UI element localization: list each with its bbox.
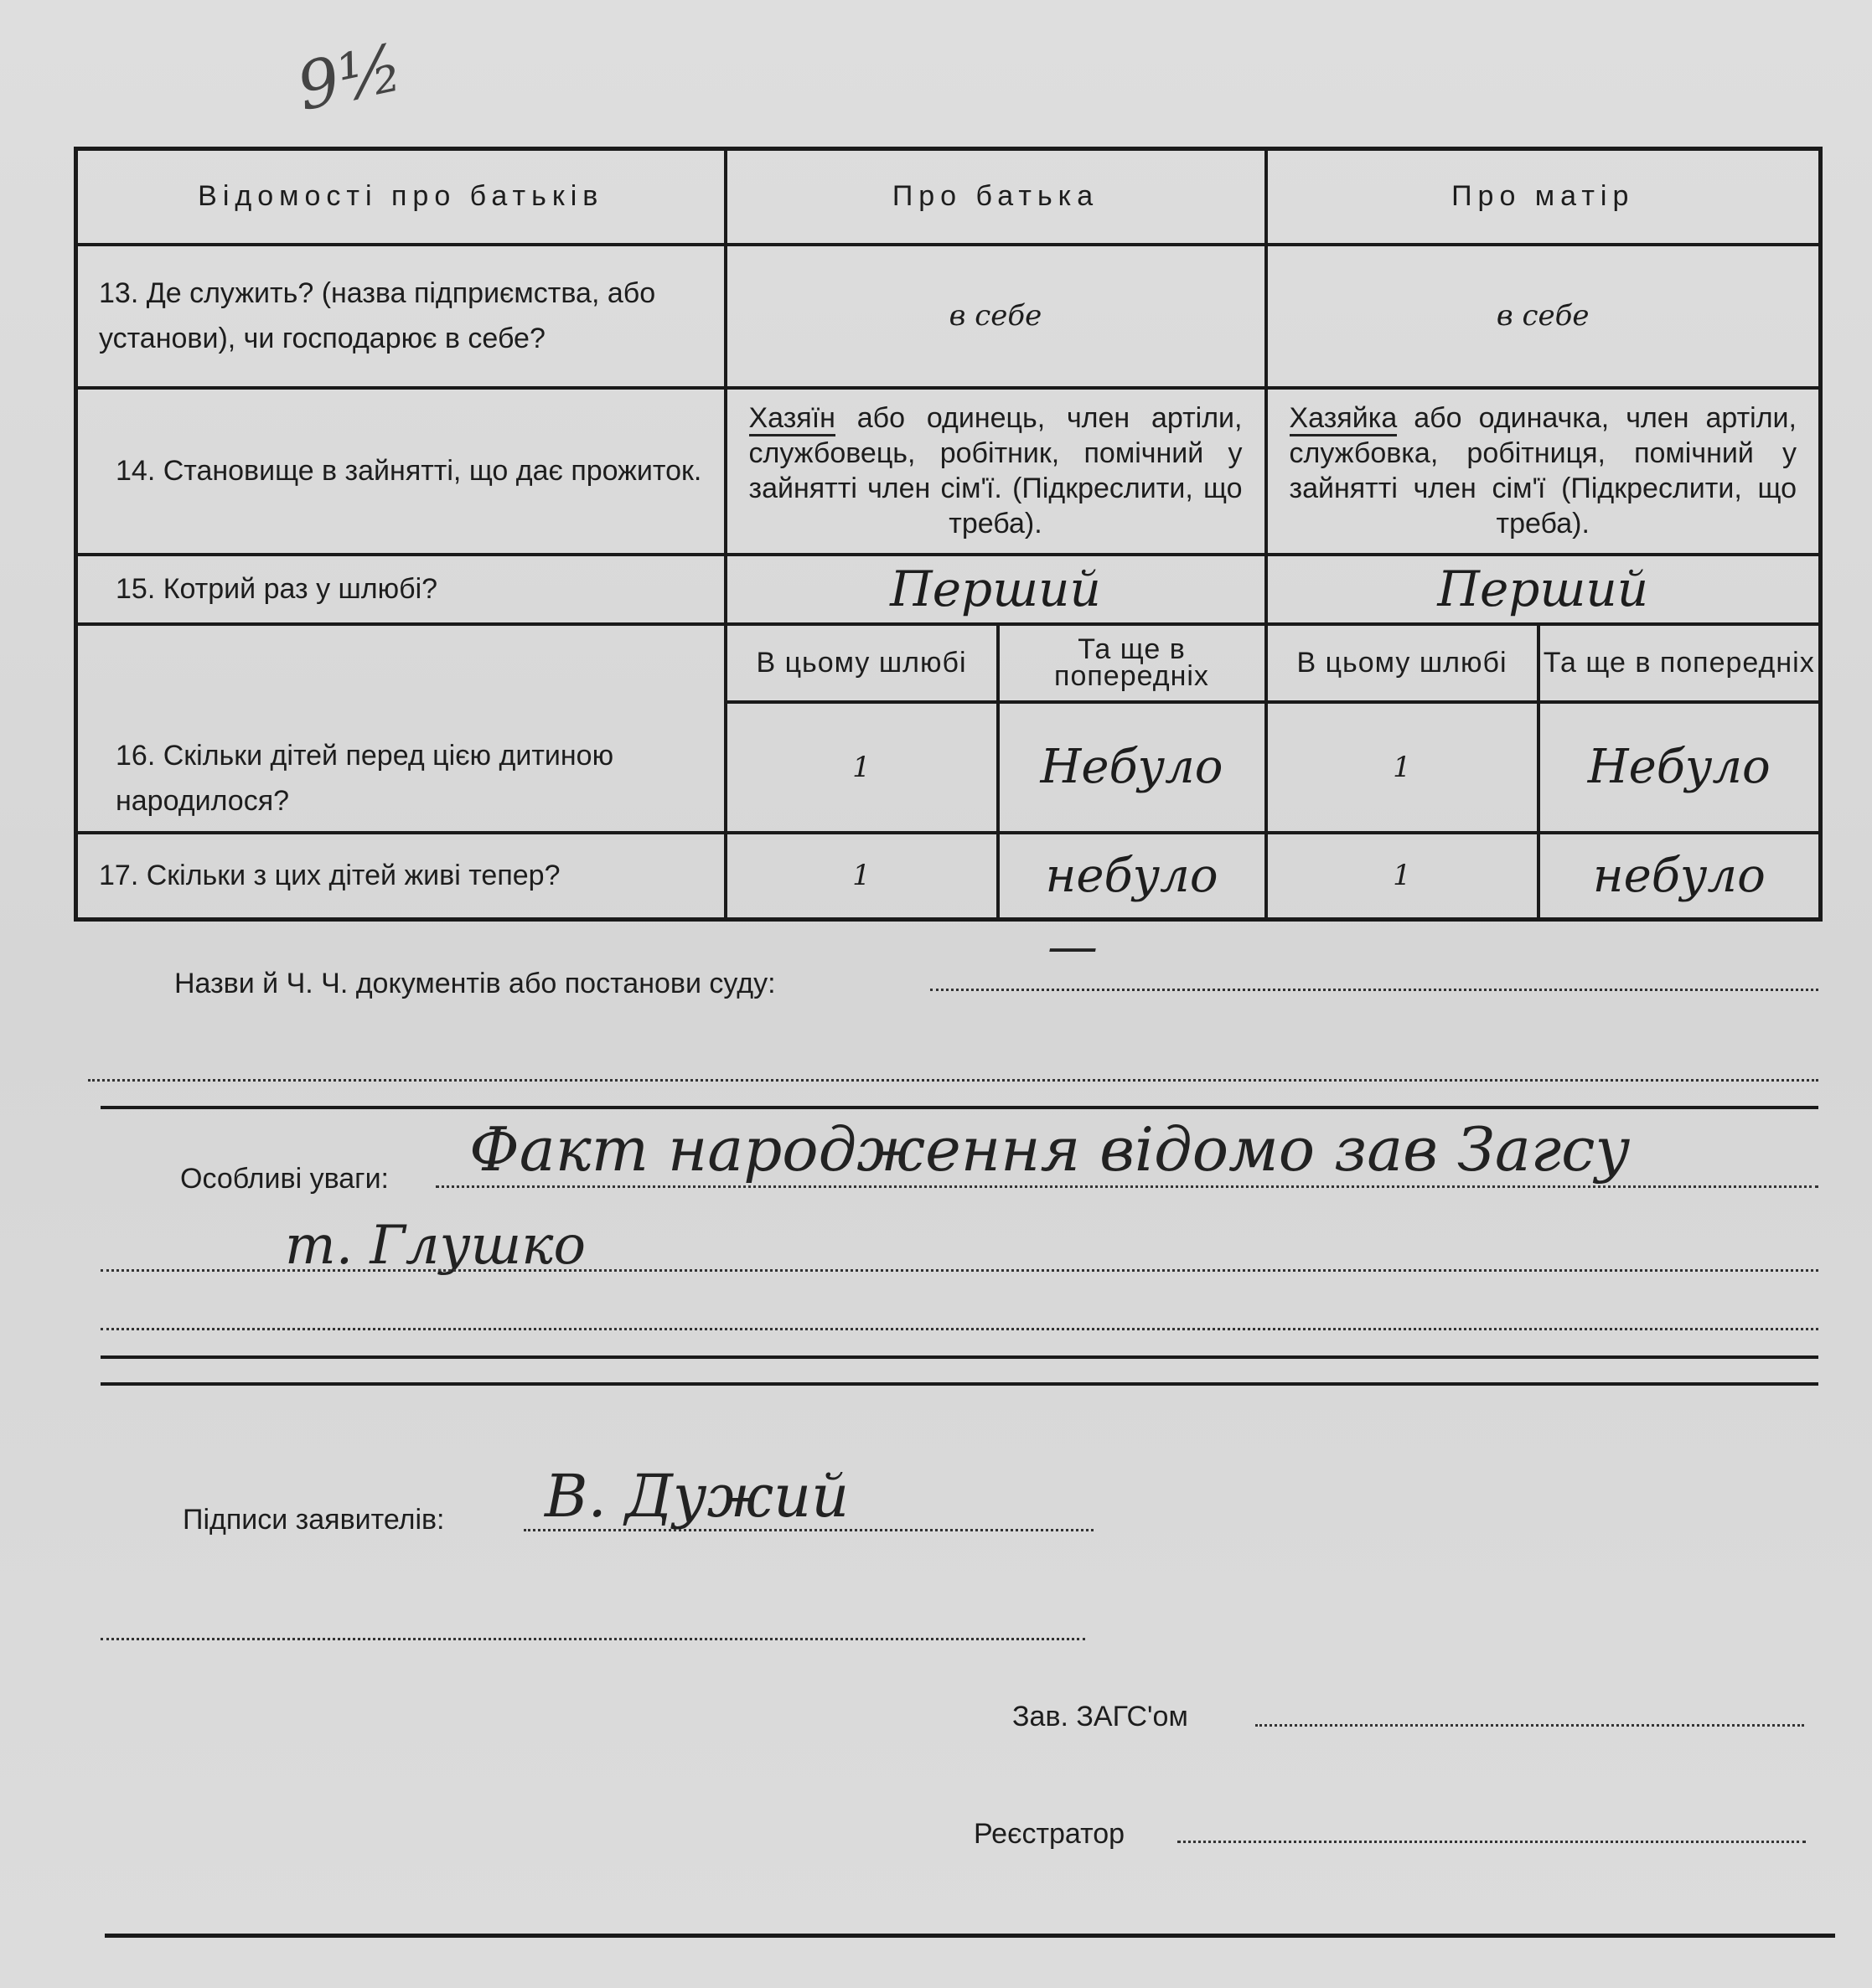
remarks-dotline-2	[101, 1269, 1818, 1272]
remarks-line-1: Факт народження відомо зав Загсу	[469, 1114, 1631, 1185]
subheader-father-prev: Та ще в попередніх	[998, 624, 1266, 702]
signatures-dotline-2	[101, 1638, 1085, 1640]
bottom-rule	[105, 1934, 1835, 1938]
signatures-dotline-1	[524, 1529, 1094, 1531]
q17-father-this: 1	[726, 833, 998, 920]
q15-father-answer: Перший	[726, 555, 1266, 624]
q17-father-prev: небуло	[998, 833, 1266, 920]
section-divider-2	[101, 1355, 1818, 1359]
q14-mother-options	[1266, 388, 1821, 555]
q13-text: 13. Де служить? (назва підприємства, або установи), чи господарює в себе?	[76, 245, 726, 388]
row-subheaders	[76, 624, 1821, 702]
q14-mother-rest: або одиначка, член артіли, службовка, робітниця, помічний у зайнятті член сім'ї (Підкреслити, що треба).	[1289, 402, 1797, 540]
remarks-label: Особливі уваги:	[180, 1163, 390, 1195]
header-father: Про батька	[726, 149, 1266, 245]
q16-father-this: 1	[726, 702, 998, 833]
q17-mother-prev: небуло	[1538, 833, 1821, 920]
registrar-dotline	[1177, 1841, 1806, 1843]
remarks-dotline-1	[436, 1185, 1818, 1188]
registrar-label: Реєстратор	[974, 1818, 1125, 1850]
subheader-mother-prev: Та ще в попередніх	[1538, 624, 1821, 702]
q17-mother-this: 1	[1266, 833, 1538, 920]
q17-text: 17. Скільки з цих дітей живі тепер?	[76, 833, 726, 920]
applicant-signature: В. Дужий	[545, 1462, 850, 1531]
row-q15	[76, 555, 1821, 624]
documents-label: Назви й Ч. Ч. документів або постанови суду:	[174, 968, 776, 999]
table-header-row	[76, 149, 1821, 245]
q14-father-underlined: Хазяїн	[749, 402, 835, 436]
section-divider-3	[101, 1382, 1818, 1386]
subheader-father-this: В цьому шлюбі	[726, 624, 998, 702]
documents-line-1	[930, 989, 1818, 991]
remarks-dotline-3	[101, 1328, 1818, 1330]
q16-mother-this: 1	[1266, 702, 1538, 833]
q14-father-options	[726, 388, 1266, 555]
subheader-mother-this: В цьому шлюбі	[1266, 624, 1538, 702]
q16-mother-prev: Небуло	[1538, 702, 1821, 833]
zags-head-dotline	[1255, 1724, 1804, 1727]
zags-head-label: Зав. ЗАГС'ом	[1012, 1701, 1188, 1732]
documents-value: —	[1047, 917, 1098, 976]
q15-text: 15. Котрий раз у шлюбі?	[76, 555, 726, 624]
parents-info-table	[74, 147, 1823, 922]
remarks-line-2: т. Глушко	[285, 1215, 586, 1277]
q14-text: 14. Становище в зайнятті, що дає прожиток.	[76, 388, 726, 555]
q14-father-rest: або одинець, член артіли, службовець, робітник, помічний у зайнятті член сім'ї. (Підкреслити, що треба).	[748, 402, 1243, 540]
q16-father-prev: Небуло	[998, 702, 1266, 833]
row-q13	[76, 245, 1821, 388]
row-q17	[76, 833, 1821, 920]
header-mother: Про матір	[1266, 149, 1821, 245]
header-parents-info: Відомості про батьків	[76, 149, 726, 245]
q13-mother-answer: в себе	[1266, 245, 1821, 388]
q13-father-answer: в себе	[726, 245, 1266, 388]
signatures-label: Підписи заявителів:	[183, 1504, 445, 1536]
page-number: 9½	[291, 29, 410, 127]
q16-text: 16. Скільки дітей перед цією дитиною народилося?	[76, 624, 726, 833]
row-q14	[76, 388, 1821, 555]
section-divider-1	[101, 1106, 1818, 1109]
q14-mother-underlined: Хазяйка	[1290, 402, 1398, 436]
documents-line-2	[88, 1079, 1818, 1082]
q15-mother-answer: Перший	[1266, 555, 1821, 624]
